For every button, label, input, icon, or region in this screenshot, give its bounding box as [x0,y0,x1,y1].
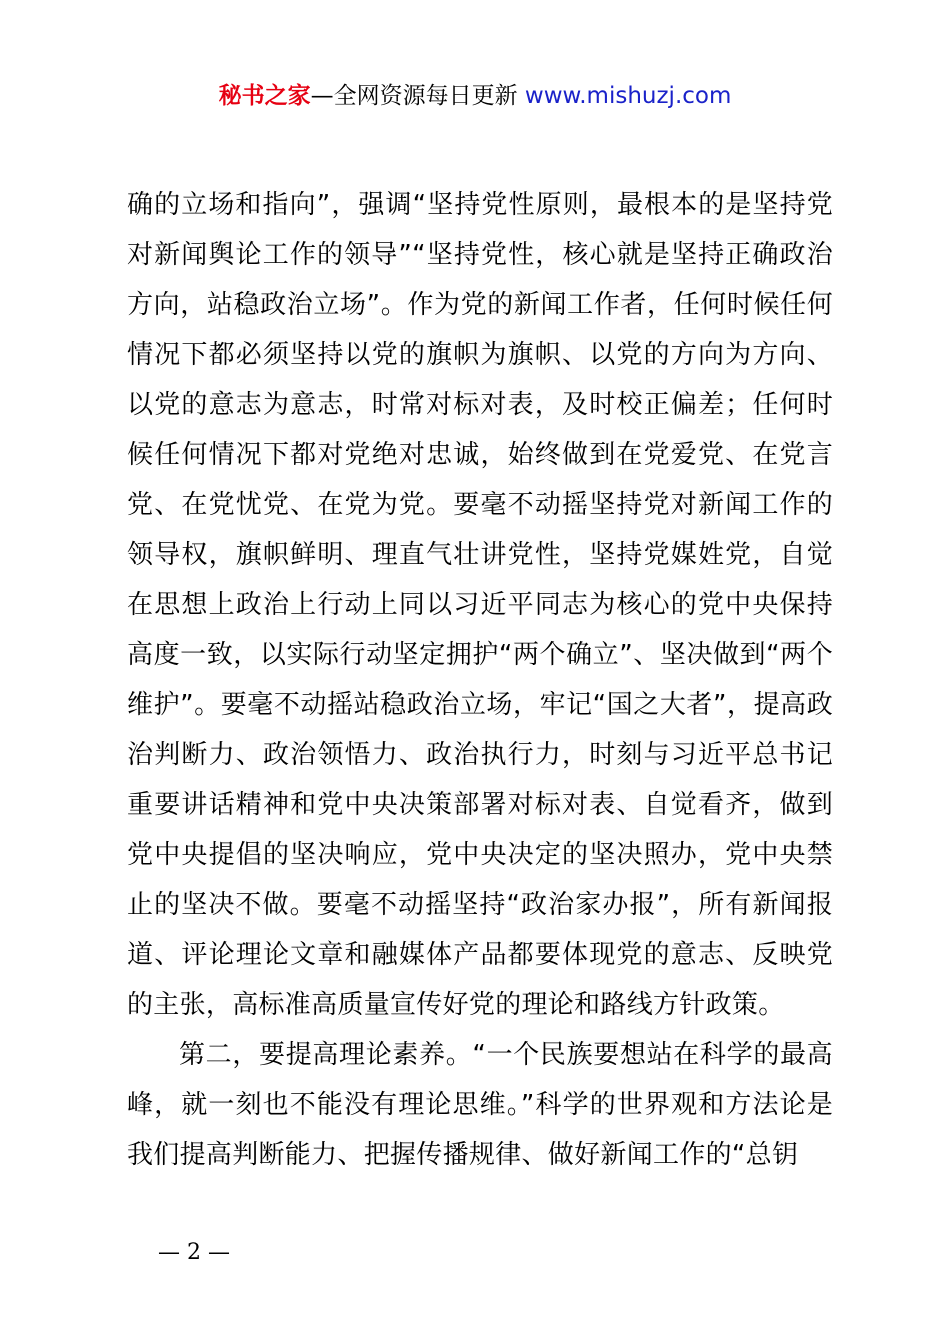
paragraph-second-point: 第二，要提高理论素养。“一个民族要想站在科学的最高峰，就一刻也不能没有理论思维。”科学的世界观和方法论是我们提高判断能力、把握传播规律、做好新闻工作的“总钥 [127,1040,833,1170]
header-tagline: —全网资源每日更新 [310,83,525,109]
document-body [127,180,833,1180]
page-number: — 2 — [158,1240,230,1265]
header-url[interactable]: www.mishuzj.com [524,83,732,109]
header-brand: 秘书之家 [218,83,311,109]
page-header [0,78,950,114]
paragraph-continued: 确的立场和指向”，强调“坚持党性原则，最根本的是坚持党对新闻舆论工作的领导”“坚持党性，核心就是坚持正确政治方向，站稳政治立场”。作为党的新闻工作者，任何时候任何情况下都必须坚持以党的旗帜为旗帜、以党的方向为方向、以党的意志为意志，时常对标对表，及时校正偏差；任何时候任何情况下都对党绝对忠诚，始终做到在党爱党、在党言党、在党忧党、在党为党。要毫不动摇坚持党对新闻工作的领导权，旗帜鲜明、理直气壮讲党性，坚持党媒姓党，自觉在思想上政治上行动上同以习近平同志为核心的党中央保持高度一致，以实际行动坚定拥护“两个确立”、坚决做到“两个维护”。要毫不动摇站稳政治立场，牢记“国之大者”，提高政治判断力、政治领悟力、政治执行力，时刻与习近平总书记重要讲话精神和党中央决策部署对标对表、自觉看齐，做到党中央提倡的坚决响应，党中央决定的坚决照办，党中央禁止的坚决不做。要毫不动摇坚持“政治家办报”，所有新闻报道、评论理论文章和融媒体产品都要体现党的意志、反映党的主张，高标准高质量宣传好党的理论和路线方针政策。 [127,190,833,1020]
